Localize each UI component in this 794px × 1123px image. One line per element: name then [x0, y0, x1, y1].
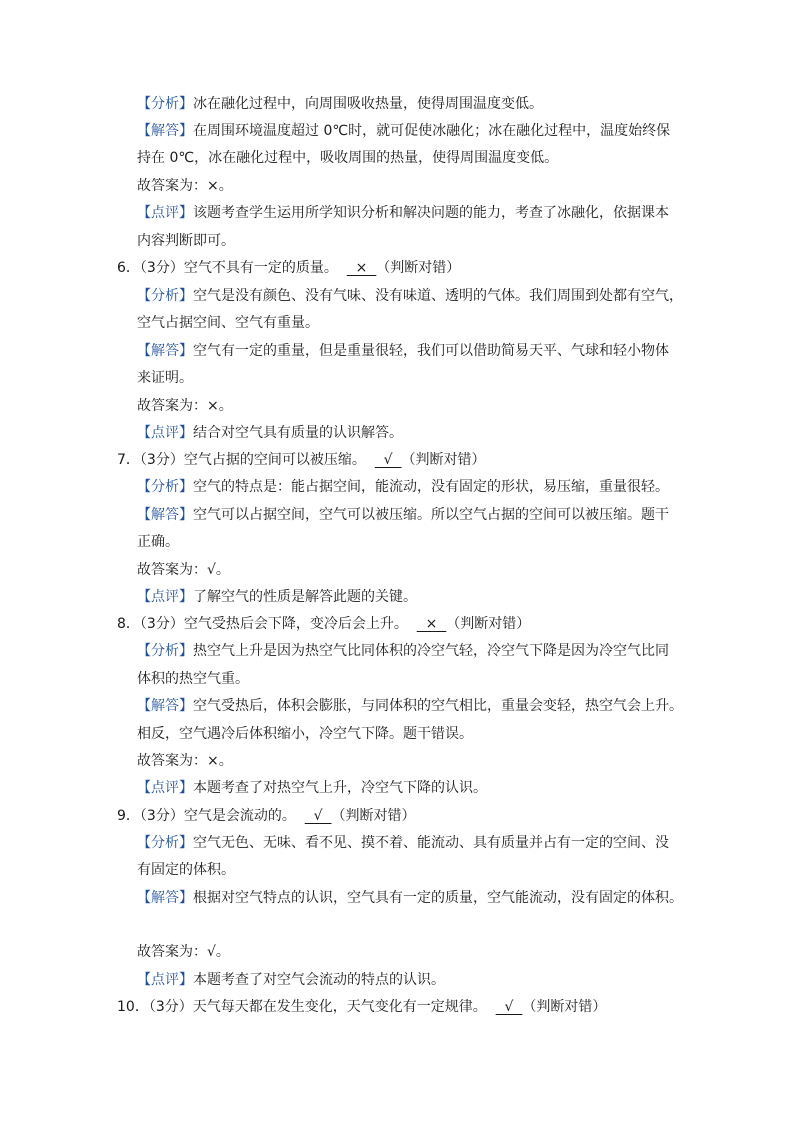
q8-analysis-cont: 体积的热空气重。	[137, 671, 249, 687]
q8-answer	[137, 696, 683, 716]
answer-prefix: 故答案为：	[137, 398, 207, 414]
q9-stem	[117, 806, 415, 826]
answer-tag: 【解答】	[137, 123, 193, 139]
analysis-tag: 【分析】	[137, 288, 193, 304]
q6-analysis-text: 空气是没有颜色、没有气味、没有味道、透明的气体。我们周围到处都有空气，	[193, 288, 683, 304]
q8-result	[137, 751, 233, 771]
q5-analysis-text: 冰在融化过程中，向周围吸收热量，使得周围温度变低。	[193, 96, 543, 112]
q8-answer-cont: 相反，空气遇冷后体积缩小，冷空气下降。题干错误。	[137, 726, 473, 742]
q9-stem-text: 空气是会流动的。	[183, 808, 296, 824]
q7-comment	[137, 587, 417, 607]
q8-comment	[137, 778, 487, 798]
comment-tag: 【点评】	[137, 780, 193, 796]
q9-analysis-cont: 有固定的体积。	[137, 862, 235, 878]
answer-prefix: 故答案为：	[137, 944, 207, 960]
q5-result-value: ×。	[207, 178, 233, 194]
q9-result-value: √。	[207, 944, 230, 960]
q5-comment-text: 该题考查学生运用所学知识分析和解决问题的能力，考查了冰融化，依据课本	[193, 205, 669, 221]
q6-answer-text: 空气有一定的重量，但是重量很轻，我们可以借助简易天平、气球和轻小物体	[193, 343, 669, 359]
q8-answer-text: 空气受热后，体积会膨胀，与同体积的空气相比，重量会变轻，热空气会上升。	[193, 698, 683, 714]
q8-type: （判断对错）	[446, 616, 531, 632]
q8-result-value: ×。	[207, 753, 233, 769]
q9-number: 9．	[117, 808, 140, 824]
q10-stem-text: 天气每天都在发生变化，天气变化有一定规律。	[192, 999, 487, 1015]
q9-analysis	[137, 833, 669, 853]
q8-analysis-text: 热空气上升是因为热空气比同体积的冷空气轻，冷空气下降是因为冷空气比同	[193, 643, 669, 659]
q6-analysis	[137, 286, 683, 306]
comment-tag: 【点评】	[137, 425, 193, 441]
q6-stem	[117, 258, 460, 278]
q5-comment-cont: 内容判断即可。	[137, 233, 235, 249]
q8-stem-text: 空气受热后会下降，变冷后会上升。	[183, 616, 408, 632]
answer-tag: 【解答】	[137, 343, 193, 359]
q6-stem-text: 空气不具有一定的质量。	[183, 260, 338, 276]
q7-score: （3分）	[139, 452, 184, 468]
answer-prefix: 故答案为：	[137, 753, 207, 769]
q8-comment-text: 本题考查了对热空气上升，冷空气下降的认识。	[193, 780, 487, 796]
analysis-tag: 【分析】	[137, 96, 193, 112]
q7-analysis-text: 空气的特点是：能占据空间，能流动，没有固定的形状，易压缩，重量很轻。	[193, 479, 669, 495]
q9-comment-text: 本题考查了对空气会流动的特点的认识。	[193, 972, 445, 988]
comment-tag: 【点评】	[137, 972, 193, 988]
q8-stem	[117, 614, 530, 634]
q7-result-value: √。	[207, 562, 230, 578]
q6-answer-cont: 来证明。	[137, 370, 193, 386]
q6-number: 6．	[117, 260, 140, 276]
q9-score: （3分）	[139, 808, 184, 824]
q10-number: 10．	[117, 999, 149, 1015]
q9-answer	[137, 888, 683, 908]
q9-comment	[137, 970, 445, 990]
q5-result	[137, 176, 233, 196]
q10-type: （判断对错）	[522, 999, 607, 1015]
q9-type: （判断对错）	[331, 808, 416, 824]
q6-comment-text: 结合对空气具有质量的认识解答。	[193, 425, 403, 441]
q9-analysis-text: 空气无色、无味、看不见、摸不着、能流动、具有质量并占有一定的空间、没	[193, 835, 669, 851]
q8-number: 8．	[117, 616, 140, 632]
q7-answer	[137, 505, 669, 525]
analysis-tag: 【分析】	[137, 835, 193, 851]
q8-score: （3分）	[139, 616, 184, 632]
q6-result-value: ×。	[207, 398, 233, 414]
q7-answer-blank: √	[374, 452, 402, 468]
q7-answer-cont: 正确。	[137, 534, 179, 550]
q8-analysis	[137, 641, 669, 661]
answer-tag: 【解答】	[137, 890, 193, 906]
q7-type: （判断对错）	[401, 452, 486, 468]
q6-score: （3分）	[139, 260, 184, 276]
q6-analysis-cont: 空气占据空间、空气有重量。	[137, 315, 319, 331]
answer-prefix: 故答案为：	[137, 178, 207, 194]
answer-tag: 【解答】	[137, 698, 193, 714]
answer-tag: 【解答】	[137, 507, 193, 523]
q7-result	[137, 560, 230, 580]
q10-answer-blank: √	[495, 999, 523, 1015]
q7-number: 7．	[117, 452, 140, 468]
q5-analysis	[137, 94, 543, 114]
analysis-tag: 【分析】	[137, 643, 193, 659]
q7-stem	[117, 450, 485, 470]
q10-score: （3分）	[148, 999, 193, 1015]
q6-answer-blank: ×	[346, 260, 377, 276]
q8-answer-blank: ×	[416, 616, 447, 632]
q7-analysis	[137, 477, 669, 497]
q6-answer	[137, 341, 669, 361]
q6-result	[137, 396, 233, 416]
comment-tag: 【点评】	[137, 589, 193, 605]
q9-answer-blank: √	[304, 808, 332, 824]
q5-comment	[137, 203, 669, 223]
q5-answer	[137, 121, 670, 141]
q10-stem	[117, 997, 606, 1017]
analysis-tag: 【分析】	[137, 479, 193, 495]
comment-tag: 【点评】	[137, 205, 193, 221]
q5-answer-text: 在周围环境温度超过 0℃时，就可促使冰融化；冰在融化过程中，温度始终保	[193, 123, 671, 139]
q5-answer-cont: 持在 0℃，冰在融化过程中，吸收周围的热量，使得周围温度变低。	[137, 150, 559, 166]
q6-type: （判断对错）	[376, 260, 461, 276]
q9-answer-text: 根据对空气特点的认识，空气具有一定的质量，空气能流动，没有固定的体积。	[193, 890, 683, 906]
q7-stem-text: 空气占据的空间可以被压缩。	[183, 452, 366, 468]
q7-answer-text: 空气可以占据空间，空气可以被压缩。所以空气占据的空间可以被压缩。题干	[193, 507, 669, 523]
answer-prefix: 故答案为：	[137, 562, 207, 578]
q7-comment-text: 了解空气的性质是解答此题的关键。	[193, 589, 417, 605]
q6-comment	[137, 423, 403, 443]
q9-result	[137, 942, 230, 962]
